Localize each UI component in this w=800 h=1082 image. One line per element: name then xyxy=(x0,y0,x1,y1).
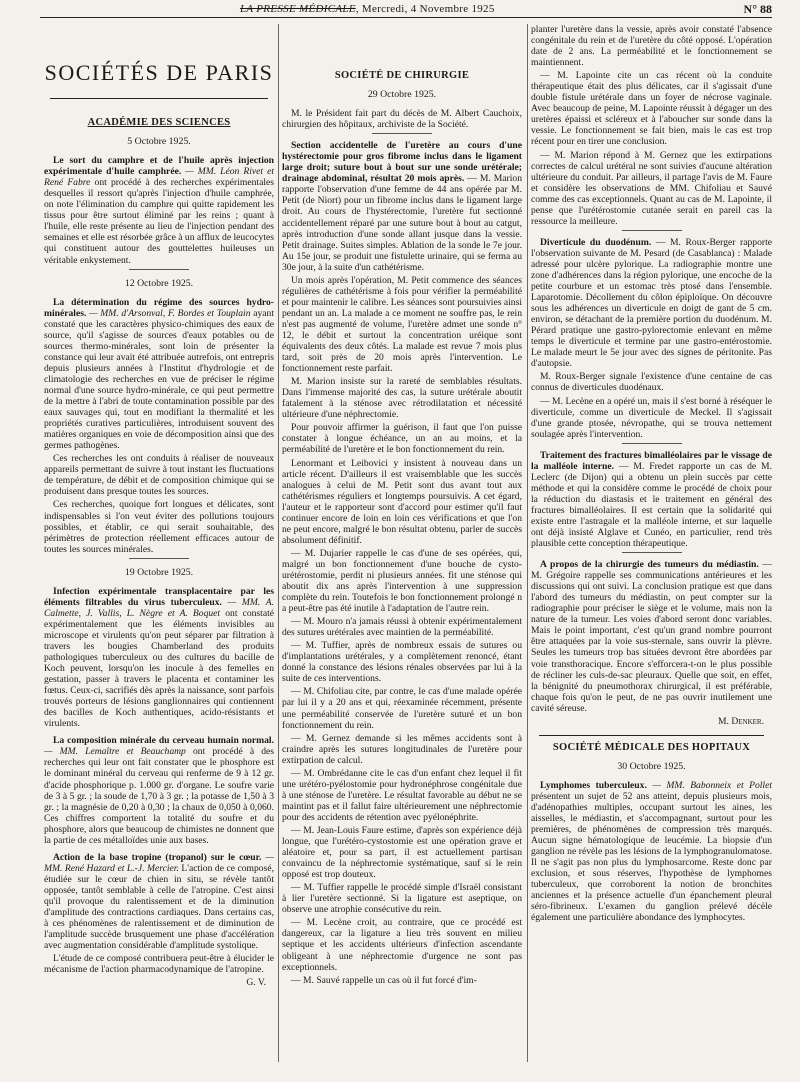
session-date: 19 Octobre 1925. xyxy=(124,566,194,578)
separator xyxy=(622,443,682,444)
article-paragraph: La détermination du régime des sources hydro-minérales. — MM. d'Arsonval, F. Bordes et Touplain ayant constaté que les caractères physico-chimiques des eaux de source, qu'il s'agisse de sources d'eaux potables ou de sources thermo-minérales, sont loin de présenter la constance qui leur avait été attribuée autrefois, ont entrepris depuis plusieurs années à l'Institut d'hydrologie et de climatologie des recherches en vue de préciser le régime normal d'une source hydro-minérale, ce qui peut permettre de la mettre à l'abri de toute contamination possible par des eaux sauvages qui, tout en modifiant la thermalité et les propriétés curatives particulières, introduisent souvent des matières organiques en voie de décomposition ainsi que des germes pathogènes. xyxy=(44,296,274,452)
academie-title: ACADÉMIE DES SCIENCES xyxy=(87,117,231,128)
article-paragraph: Un mois après l'opération, M. Petit commence des séances régulières de cathétérisme à fois pour vérifier la perméabilité et pour maintenir le calibre. Les séances sont poursuivies ainsi pendant un an. La malade a ce moment ne souffre pas, le rein n'est pas augmenté de volume, l'uretère admet une sonde n° 12, le débit et surtout la concentration uréique sont équivalents des deux côtés. La malade est revue 7 mois plus tard, soit près de 20 mois après l'intervention. Le fonctionnement reste parfait. xyxy=(282,274,522,375)
article-paragraph: — M. Tuffier, après de nombreux essais de sutures ou d'implantations urétérales, y a complètement renoncé, étant donné la constance des lésions rénales observées par lui à la suite de ces interventions. xyxy=(282,640,522,685)
article-paragraph: L'étude de ce composé contribuera peut-être à élucider le mécanisme de l'action pharmacodynamique de l'atropine. xyxy=(44,953,274,976)
separator xyxy=(129,558,189,559)
column-3 xyxy=(531,24,772,1064)
article-paragraph: A propos de la chirurgie des tumeurs du médiastin. — M. Grégoire rappelle ses communications antérieures et les discussions qui ont suivi. La conclusion pratique est que dans l'abord des tumeurs du médiastin, on peut compter sur la radiographie pour préciser le siège et le volume, mais non la nature de la tumeur. Les voies d'abord seront donc variables. Mais le point important, c'est qu'un grand nombre pourront être attaquées par la voie sus-sternale, sans ouvrir la plèvre. Seules les tumeurs trop bas situées devront être abordées par voie transthoracique. Encore s'efforcera-t-on le plus possible de récliner les culs-de-sac pleuraux. Quelle que soit, en effet, la bénignité du pneumothorax chirurgical, il est préférable, chaque fois qu'on le peut, de ne pas ouvrir inutilement une cavité séreuse. xyxy=(531,559,772,714)
separator xyxy=(622,230,682,231)
article-paragraph: La composition minérale du cerveau humain normal. — MM. Lemaître et Beauchamp ont procédé à des recherches qui leur ont fait constater que le phosphore est le dominant minéral du cerveau qui renferme de 9 à 12 gr. d'acide phosphorique p. 1.000 gr. d'organe. Le soufre varie de 3 à 5 gr. ; la soude de 1,70 à 3 gr. ; la potasse de 1,50 à 3 gr. ; la magnésie de 0,20 à 0,30 ; la chaux de 0,050 à 0,060. Ces chiffres comportent la totalité du soufre et du phosphore, alors que beaucoup de chimistes ne donnent que la partie de ces métalloïdes unie aux bases. xyxy=(44,735,274,846)
signature: M. Denker. xyxy=(718,715,764,727)
separator xyxy=(622,552,682,553)
session-date: 12 Octobre 1925. xyxy=(124,277,194,289)
article-paragraph: Lenormant et Leibovici y insistent à nouveau dans un article récent. D'ailleurs il est vraisemblable que les succès analogues à celui de M. Petit sont dus avant tout aux cathétérismes réguliers et longtemps poursuivis. A cet égard, l'auteur et le rapporteur sont d'accord pour estimer qu'il faut continuer encore de loin en loin ces vérifications et que l'on ne peut encore, malgré le bon résultat obtenu, parler de succès absolument définitif. xyxy=(282,457,522,546)
session-date: 5 Octobre 1925. xyxy=(127,136,191,148)
article-paragraph: M. Marion insiste sur la rareté de semblables résultats. Dans l'immense majorité des cas, la suture urétérale aboutit fatalement à la sténose avec rétrodilatation et nécessité ultérieure d'une néphrectomie. xyxy=(282,376,522,421)
column-2 xyxy=(282,24,522,1064)
article-paragraph: Diverticule du duodénum. — M. Roux-Berger rapporte l'observation suivante de M. Pesard (de Casablanca) : Malade adressé pour ulcère pylorique. La radiographie montre une zone d'adhérences dans la région pylorique, une encoche de la petite courbure et un estomac très ptosé dans l'ensemble. Laparotomie. Décollement du côlon épiploïque. On découvre sous les adhérences un diverticule en doigt de gant de 5 cm. environ, se détachant de la première portion du duodénum. M. Pérard pratique une gastro-pylorectomie enlevant en même temps le diverticule et termine par une gastro-entérostomie. Le malade meurt le 5e jour avec des signes de péritonite. Pas d'autopsie. xyxy=(531,236,772,370)
article-paragraph: — M. Marion répond à M. Gernez que les extirpations correctes de calcul urétéral ne sont suivies d'aucune altération ultérieure du conduit. Par ailleurs, il partage l'avis de M. Faure et considère les observations de MM. Chifoliau et Sauvé comme des cas exceptionnels. Quant au cas de M. Lapointe, il pense que l'urétérostomie cutanée serait en pareil cas la ressource la meilleure. xyxy=(531,149,772,227)
article-paragraph: — M. Mouro n'a jamais réussi à obtenir expérimentalement des sutures urétérales avec maintien de la perméabilité. xyxy=(282,616,522,639)
article-paragraph: — M. Lecène croit, au contraire, que ce procédé est dangereux, car la ligature a lieu très souvent en milieu septique et les accidents ultérieurs d'infection ascendante obligeant à une néphrectomie d'urgence ne sont pas exceptionnels. xyxy=(282,917,522,973)
article-paragraph: Le sort du camphre et de l'huile après injection expérimentale d'huile camphrée. — MM. Léon Rivet et René Fabre ont procédé à des recherches expérimentales desquelles il ressort qu'après l'injection d'huile camphrée, on note l'élimination du camphre qui quitte rapidement les tissus pour être surtout éliminé par les reins ; quant à l'huile, elle reste présente au lieu de l'injection pendant des semaines et elle est résorbée grâce à un afflux de leucocytes qui constituent autour des gouttelettes huileuses un véritable enkystement. xyxy=(44,155,274,266)
article-paragraph: Traitement des fractures bimalléolaires par le vissage de la malléole interne. — M. Fredet rapporte un cas de M. Leclerc (de Dijon) qui a obtenu un plein succès par cette méthode et qui la considère comme le procédé de choix pour la réduction du diastasis et le traitement en général des fractures bimalléolaires. Il est certain que la solidarité qui existe entre l'astragale et la malléole interne, et sur laquelle ont déjà insisté Alglave et Cunéo, en particulier, rend très plausible cette conception thérapeutique. xyxy=(531,449,772,550)
article-paragraph: Infection expérimentale transplacentaire par les éléments filtrables du virus tuberculeux. — MM. A. Calmette, J. Vallis, L. Nègre et A. Boquet ont constaté expérimentalement que les éléments invisibles au microscope et virulents qu'on peut séparer par filtration à travers les bougies Chamberland des produits pathologiques tuberculeux ou des cultures du bacille de Koch peuvent, lorsqu'on les inocule à des femelles en gestation, passer à travers le placenta et contaminer les fœtus. Ceux-ci, sacrifiés dès après la naissance, sont parfois trouvés porteurs de lésions ganglionnaires qui contiennent des bacilles de Koch authentiques, acido-résistants et virulents. xyxy=(44,585,274,730)
column-1 xyxy=(44,24,274,1064)
article-paragraph: planter l'uretère dans la vessie, après avoir constaté l'absence congénitale du rein et de l'uretère du côté opposé. L'opération date de 2 ans. La perméabilité et le fonctionnement se maintiennent. xyxy=(531,24,772,69)
column-divider xyxy=(527,24,528,1062)
session-date: 30 Octobre 1925. xyxy=(617,760,686,772)
issue-number: N° 88 xyxy=(743,2,772,16)
article-paragraph: — M. Ombrédanne cite le cas d'un enfant chez lequel il fit une urétéro-pyélostomie pour hydronéphrose congénitale due à une sténose de l'uretère. Le résultat favorable au début ne se maintint pas et il fallut faire ultérieurement une néphrectomie pour des accidents de rétention avec pyélonéphrite. xyxy=(282,767,522,823)
hopitaux-title: SOCIÉTÉ MÉDICALE DES HOPITAUX xyxy=(552,741,751,753)
article-paragraph: Lymphomes tuberculeux. — MM. Babonneix et Pollet présentent un sujet de 52 ans atteint, depuis plusieurs mois, d'adénopathies multiples, occupant surtout les aines, les aisselles, le médiastin, et s'accompagnant, surtout pour les premières, de phénomènes de compression très marqués. Aucun signe hématologique de leucémie. La biopsie d'un ganglion ne révèle pas les lésions de la lymphogranulomatose. Il ne s'agit pas non plus du lymphosarcome. Reste donc par exclusion, et sous réserves, l'hypothèse de lymphomes tuberculeux, que corroborent la notion de bronchites anciennes et la présence actuelle d'un épanchement pleural séro-fibrineux. L'examen du ganglion prélevé décèle également une particulière abondance des lymphocytes. xyxy=(531,779,772,924)
article-paragraph: Ces recherches les ont conduits à réaliser de nouveaux appareils permettant de suivre à tout instant les fluctuations de température, de débit et de composition chimique qui se produisent dans presque toutes les sources. xyxy=(44,453,274,498)
section-rule xyxy=(539,735,764,736)
article-paragraph: — M. Gernez demande si les mêmes accidents sont à craindre après les sutures longitudinales de l'uretère pour extirpation de calcul. xyxy=(282,732,522,766)
article-paragraph: Section accidentelle de l'uretère au cours d'une hystérectomie pour gros fibrome inclus dans le ligament large droit; suture bout à bout sur une sonde urétérale; drainage abdominal, résultat 20 mois après. — M. Marion rapporte l'observation d'une femme de 44 ans opérée par M. Petit (de Niort) pour un fibrome inclus dans le ligament large droit. Au cours de l'hystérectomie, l'uretère fut sectionné accidentellement réparé par une suture bout à bout au catgut, après introduction d'une sonde allant jusque dans la vessie. Petit drainage. Suites simples. Ablation de la sonde le 7e jour. Au 15e jour, se produit une fistulette urinaire, qui se ferma au 30e jour, à la suite d'un cathétérisme. xyxy=(282,140,522,273)
article-paragraph: — M. Tuffier rappelle le procédé simple d'Israël consistant à lier l'uretère sectionné. Si la ligature est aseptique, on observe une atrophie consécutive du rein. xyxy=(282,882,522,916)
article-paragraph: — M. Jean-Louis Faure estime, d'après son expérience déjà longue, que l'urétéro-cystostomie est une opération grave et aléatoire et, pour sa part, il est actuellement partisan convaincu de la néphrectomie systématique, sauf si le rein opposé est trop douteux. xyxy=(282,825,522,881)
article-paragraph: M. le Président fait part du décès de M. Albert Cauchoix, chirurgien des hôpitaux, archiviste de la Société. xyxy=(282,108,522,131)
session-date: 29 Octobre 1925. xyxy=(367,89,437,101)
section-masthead: SOCIÉTÉS DE PARIS xyxy=(44,60,274,85)
article-paragraph: — M. Chifoliau cite, par contre, le cas d'une malade opérée par lui il y a 20 ans et qui, réexaminée récemment, présente une perméabilité conservée de l'uretère suturé et un bon fonctionnement du rein. xyxy=(282,686,522,731)
article-paragraph: Ces recherches, quoique fort longues et délicates, sont indispensables si l'on veut éviter des pollutions toujours possibles, et établir, ce qui serait souhaitable, des périmètres de protection réellement efficaces autour de toutes les sources minérales. xyxy=(44,499,274,555)
masthead-rule xyxy=(50,98,268,99)
chirurgie-title: SOCIÉTÉ DE CHIRURGIE xyxy=(334,70,470,81)
page-header xyxy=(40,2,772,16)
signature: G. V. xyxy=(246,977,266,989)
article-paragraph: — M. Sauvé rappelle un cas où il fut forcé d'im- xyxy=(291,974,477,986)
running-header: LA PRESSE MÉDICALE, Mercredi, 4 Novembre 1925 xyxy=(240,3,495,15)
column-divider xyxy=(278,24,279,1062)
paper-name: LA PRESSE MÉDICALE xyxy=(240,3,356,15)
issue-date: Mercredi, 4 Novembre 1925 xyxy=(361,3,495,15)
separator xyxy=(372,133,432,134)
article-paragraph: — M. Lecène en a opéré un, mais il s'est borné à réséquer le diverticule, comme un diverticule de Meckel. Il s'agissait d'une grande ptosée, névropathe, qui se trouva nettement soulagée après l'intervention. xyxy=(531,395,772,440)
header-rule xyxy=(40,17,772,18)
article-paragraph: M. Roux-Berger signale l'existence d'une centaine de cas connus de diverticules duodénaux. xyxy=(531,371,772,394)
article-paragraph: Pour pouvoir affirmer la guérison, il faut que l'on puisse constater à longue échéance, un an au moins, et la perméabilité de l'uretère et le bon fonctionnement du rein. xyxy=(282,422,522,456)
article-paragraph: Action de la base tropine (tropanol) sur le cœur. — MM. René Hazard et L.-J. Mercier. L'action de ce composé, étudiée sur le cœur de chien in situ, se révèle tantôt opposée, tantôt semblable à celle de l'atropine. C'est ainsi qu'il provoque du ralentissement et de la diminution d'amplitude des contractions cardiaques. Dans certains cas, à ces phénomènes de ralentissement et de diminution de l'amplitude succède brusquement une phase d'accélération avec augmentation considérable d'amplitude systolique. xyxy=(44,851,274,952)
separator xyxy=(129,269,189,270)
article-paragraph: — M. Dujarier rappelle le cas d'une de ses opérées, qui, malgré un bon fonctionnement d'une bouche de cysto-urétérostomie, perdit ni plusieurs années. fit une sténose qui aboutit dix ans après l'intervention à une suppression complète du rein. Toutefois le bon fonctionnement prolongé n a peut-être pas été inutile à l'adaptation de l'autre rein. xyxy=(282,547,522,615)
article-paragraph: — M. Lapointe cite un cas récent où la conduite thérapeutique était des plus délicates, car il s'agissait d'une double fistule urétérale dans un foyer de nécrose vaginale. Avec beaucoup de peine, M. Lapointe réussit à dégager un des uretères épaissi et scléreux et à l'aboucher sur sonde dans la vessie. Le fonctionnement se fait bien, mais le cas est trop récent pour en tirer une conclusion. xyxy=(531,70,772,148)
